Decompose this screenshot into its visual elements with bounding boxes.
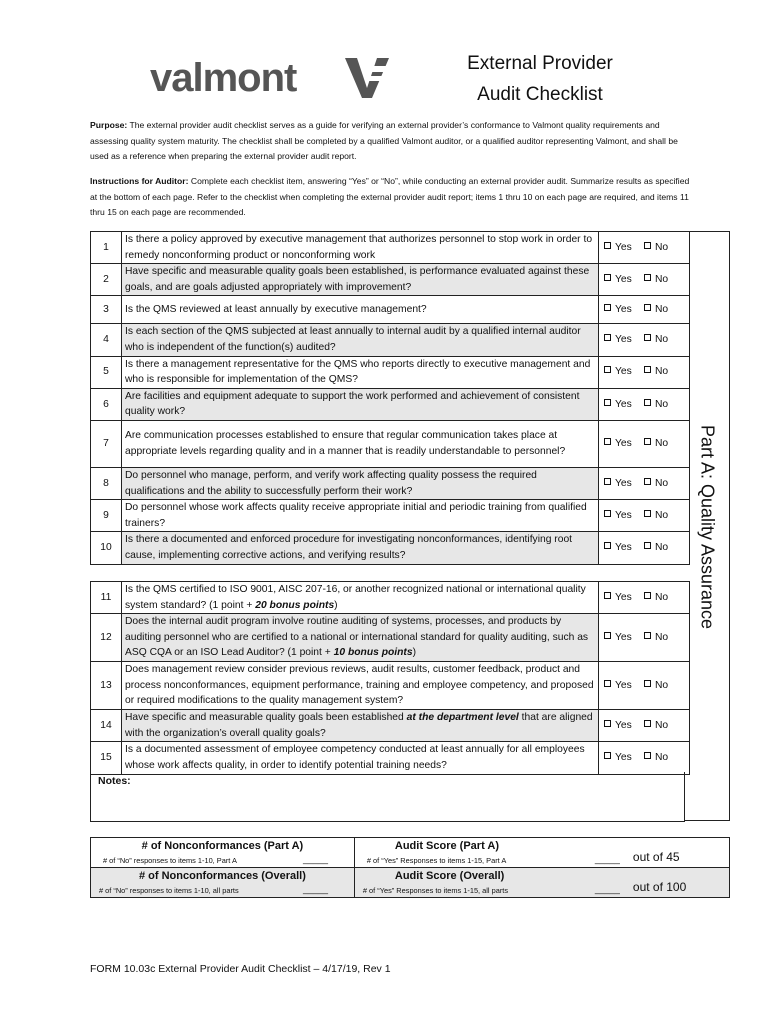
form-footer: FORM 10.03c External Provider Audit Checklist – 4/17/19, Rev 1 [90,963,391,975]
section-side-panel [684,231,730,821]
checkbox-icon[interactable] [604,274,611,281]
checkbox-icon[interactable] [604,632,611,639]
title-line-2: Audit Checklist [477,84,603,105]
checklist-row [91,420,690,467]
checkbox-icon[interactable] [644,680,651,687]
nc-part-a-sub: # of “No” responses to items 1-10, Part A [103,856,237,865]
nc-overall-label: # of Nonconformances (Overall) [139,870,306,882]
item-question [122,356,599,388]
valmont-logo [150,55,395,100]
section-label: Part A: Quality Assurance [697,424,718,630]
checkbox-icon[interactable] [644,752,651,759]
item-number: 14 [91,710,122,742]
instructions-text: Complete each checklist item, answering “Yes” or “No”, while conducting an external provider audit. Summarize results as specified at the bottom of each page. Refer to the checklist when completing the external provider audit report; items 1 thru 10 on each page are required, and items 11 thru 15 on each page are recommended. [90,176,690,217]
yes-label: Yes [615,438,632,450]
checkbox-icon[interactable] [644,304,651,311]
no-option[interactable] [644,364,684,380]
item-question [122,324,599,356]
answer-options [599,742,690,774]
item-number: 10 [91,532,122,564]
item-number: 5 [91,356,122,388]
yes-label: Yes [615,366,632,378]
item-question [122,614,599,662]
checkbox-icon[interactable] [644,592,651,599]
question-text: Do personnel whose work affects quality receive appropriate initial and periodic training from qualified trainers? [125,502,587,529]
checklist-row [91,710,690,742]
notes-label: Notes: [98,775,131,787]
checklist-row [91,500,690,532]
no-label: No [655,679,669,691]
answer-options [599,532,690,564]
question-emphasis: at the department level [406,712,519,724]
answer-options [599,232,690,264]
no-option[interactable] [644,750,684,766]
checkbox-icon[interactable] [604,399,611,406]
item-question [122,388,599,420]
checkbox-icon[interactable] [604,752,611,759]
checklist-row [91,324,690,356]
yes-label: Yes [615,679,632,691]
checkbox-icon[interactable] [604,438,611,445]
nc-part-a-label: # of Nonconformances (Part A) [141,840,304,852]
item-question [122,296,599,324]
question-tail: that are aligned with the organization’s overall quality goals? [125,712,593,739]
item-number: 15 [91,742,122,774]
score-overall-sub: # of “Yes” Responses to items 1-15, all parts [362,886,509,895]
no-option[interactable] [644,476,684,492]
instructions-label: Instructions for Auditor: [90,176,189,186]
nc-part-a-blank[interactable]: _____ [303,854,329,864]
question-text: Is a documented assessment of employee competency conducted at least annually for all employees whose work affects quality, in order to identify potential training needs? [125,744,585,771]
no-label: No [655,477,669,489]
no-label: No [655,631,669,643]
scoring-table [90,837,730,898]
question-text: Is there a management representative for the QMS who reports directly to executive management and who is responsible for implementation of the QMS? [125,358,591,386]
yes-option[interactable] [604,240,644,256]
no-label: No [655,719,669,731]
checkbox-icon[interactable] [644,720,651,727]
no-option[interactable] [644,332,684,348]
yes-option[interactable] [604,750,644,766]
checkbox-icon[interactable] [644,242,651,249]
score-part-a-label: Audit Score (Part A) [394,840,499,852]
logo-wordmark: valmont [150,56,297,100]
checklist-row [91,296,690,324]
yes-label: Yes [615,241,632,253]
checklist-row [91,662,690,710]
no-label: No [655,509,669,521]
yes-option[interactable] [604,332,644,348]
question-text: Is each section of the QMS subjected at least annually to internal audit by a qualified internal auditor who is independent of the function(s) audited? [125,326,581,353]
checkbox-icon[interactable] [604,720,611,727]
question-text: Is there a documented and enforced procedure for investigating nonconformances, identifying root cause, implementing corrective actions, and verifying results? [125,534,573,561]
no-option[interactable] [644,302,684,318]
question-text: Is the QMS reviewed at least annually by executive management? [125,304,427,316]
checkbox-icon[interactable] [644,632,651,639]
checkbox-icon[interactable] [604,680,611,687]
yes-option[interactable] [604,718,644,734]
score-overall-blank[interactable]: _____ [594,884,620,894]
required-items-table [90,231,690,565]
yes-label: Yes [615,398,632,410]
answer-options [599,388,690,420]
answer-options [599,324,690,356]
instructions-paragraph [90,174,690,221]
score-overall-out-of: out of 100 [632,880,687,894]
question-text: Do personnel who manage, perform, and verify work affecting quality possess the required qualifications and the ability to successfully perform their work? [125,469,537,497]
notes-box[interactable] [90,772,685,822]
item-number: 11 [91,582,122,614]
no-option[interactable] [644,240,684,256]
no-option[interactable] [644,272,684,288]
checkbox-icon[interactable] [644,438,651,445]
no-label: No [655,752,669,764]
checkbox-icon[interactable] [604,478,611,485]
score-overall-label: Audit Score (Overall) [394,870,505,882]
title-line-1: External Provider [467,53,613,74]
question-text: Is the QMS certified to ISO 9001, AISC 207-16, or another recognized national or international quality system standard? (1 point + [125,584,586,611]
checkbox-icon[interactable] [604,510,611,517]
answer-options [599,356,690,388]
item-number: 2 [91,264,122,296]
yes-option[interactable] [604,508,644,524]
no-label: No [655,334,669,346]
question-emphasis: 10 bonus points [333,647,413,659]
no-label: No [655,542,669,554]
yes-option[interactable] [604,302,644,318]
answer-options [599,264,690,296]
question-emphasis: 20 bonus points [255,599,335,611]
no-label: No [655,438,669,450]
no-option[interactable] [644,718,684,734]
checklist-row [91,388,690,420]
checklist-row [91,232,690,264]
item-question [122,582,599,614]
checkbox-icon[interactable] [604,542,611,549]
answer-options [599,614,690,662]
checkbox-icon[interactable] [604,242,611,249]
no-option[interactable] [644,678,684,694]
purpose-label: Purpose: [90,120,128,130]
item-question [122,264,599,296]
no-label: No [655,398,669,410]
item-question [122,710,599,742]
item-number: 13 [91,662,122,710]
question-text: Does management review consider previous reviews, audit results, customer feedback, product and process nonconformances, equipment performance, training and employee competency, and proposed or required modifications to the quality management system? [125,664,594,707]
item-question [122,500,599,532]
item-question [122,467,599,499]
question-text: Have specific and measurable quality goals been established [125,712,407,724]
yes-option[interactable] [604,364,644,380]
item-question [122,662,599,710]
yes-label: Yes [615,719,632,731]
answer-options [599,662,690,710]
yes-option[interactable] [604,540,644,556]
yes-label: Yes [615,304,632,316]
score-part-a-out-of: out of 45 [632,850,680,864]
yes-option[interactable] [604,272,644,288]
yes-option[interactable] [604,436,644,452]
question-text: Are communication processes established to ensure that regular communication takes place at appropriate levels regarding quality and in a manner that is readily understandable to personnel? [125,430,566,457]
no-option[interactable] [644,397,684,413]
answer-options [599,420,690,467]
valmont-v-icon [345,58,391,98]
yes-label: Yes [615,752,632,764]
checkbox-icon[interactable] [644,542,651,549]
checklist-row [91,582,690,614]
item-number: 1 [91,232,122,264]
yes-label: Yes [615,273,632,285]
checkbox-icon[interactable] [604,592,611,599]
no-option[interactable] [644,590,684,606]
item-number: 3 [91,296,122,324]
nc-overall-cell [91,868,355,898]
purpose-paragraph [90,118,690,165]
yes-option[interactable] [604,397,644,413]
checkbox-icon[interactable] [644,366,651,373]
checklist-row [91,264,690,296]
score-part-a-blank[interactable]: _____ [594,854,620,864]
yes-label: Yes [615,591,632,603]
checkbox-icon[interactable] [644,334,651,341]
question-tail: ) [334,599,338,611]
no-label: No [655,591,669,603]
score-part-a-sub: # of “Yes” Responses to items 1-15, Part A [366,856,507,865]
no-label: No [655,273,669,285]
nc-overall-blank[interactable]: _____ [303,884,329,894]
no-option[interactable] [644,540,684,556]
checkbox-icon[interactable] [604,366,611,373]
recommended-items-table [90,581,690,775]
yes-option[interactable] [604,590,644,606]
purpose-text: The external provider audit checklist serves as a guide for verifying an external provider’s conformance to Valmont quality requirements and assessing quality system maturity. The checklist shall be completed by a qualified Valmont auditor, or a qualified auditor representing Valmont, and shall be used as a reference when preparing the external provider audit report. [90,120,678,161]
no-label: No [655,366,669,378]
nc-part-a-cell [91,838,355,868]
item-number: 4 [91,324,122,356]
question-text: Does the internal audit program involve routine auditing of systems, processes, and products by auditing personnel who are certified to a national or international standard for quality auditing, such as ASQ CQA or an ISO Lead Auditor? (1 point + [125,616,589,659]
checklist-row [91,742,690,774]
checkbox-icon[interactable] [644,478,651,485]
nc-overall-sub: # of “No” responses to items 1-10, all parts [99,886,239,895]
checklist-row [91,614,690,662]
answer-options [599,710,690,742]
item-number: 8 [91,467,122,499]
checklist-row [91,532,690,564]
page-title [450,48,630,110]
answer-options [599,582,690,614]
no-option[interactable] [644,436,684,452]
question-text: Have specific and measurable quality goals been established, is performance evaluated against these goals, and are goals adjusted appropriately with improvement? [125,266,590,293]
yes-label: Yes [615,631,632,643]
item-number: 6 [91,388,122,420]
checkbox-icon[interactable] [644,399,651,406]
yes-label: Yes [615,509,632,521]
answer-options [599,467,690,499]
item-question [122,532,599,564]
item-number: 9 [91,500,122,532]
yes-option[interactable] [604,678,644,694]
yes-option[interactable] [604,630,644,646]
checkbox-icon[interactable] [604,304,611,311]
yes-label: Yes [615,477,632,489]
item-question [122,742,599,774]
yes-label: Yes [615,542,632,554]
no-option[interactable] [644,630,684,646]
checkbox-icon[interactable] [604,334,611,341]
item-question [122,420,599,467]
item-question [122,232,599,264]
score-part-a-cell [354,838,729,868]
yes-option[interactable] [604,476,644,492]
no-label: No [655,304,669,316]
checkbox-icon[interactable] [644,510,651,517]
question-text: Are facilities and equipment adequate to support the work performed and achievement of consistent quality work? [125,390,580,418]
checklist-row [91,356,690,388]
answer-options [599,296,690,324]
score-overall-cell [354,868,729,898]
question-text: Is there a policy approved by executive management that authorizes personnel to stop work in order to remedy nonconforming product or nonconforming work [125,234,593,261]
no-option[interactable] [644,508,684,524]
question-tail: ) [412,647,417,659]
checkbox-icon[interactable] [644,274,651,281]
no-label: No [655,241,669,253]
checklist-row [91,467,690,499]
answer-options [599,500,690,532]
yes-label: Yes [615,334,632,346]
item-number: 12 [91,614,122,662]
item-number: 7 [91,420,122,467]
